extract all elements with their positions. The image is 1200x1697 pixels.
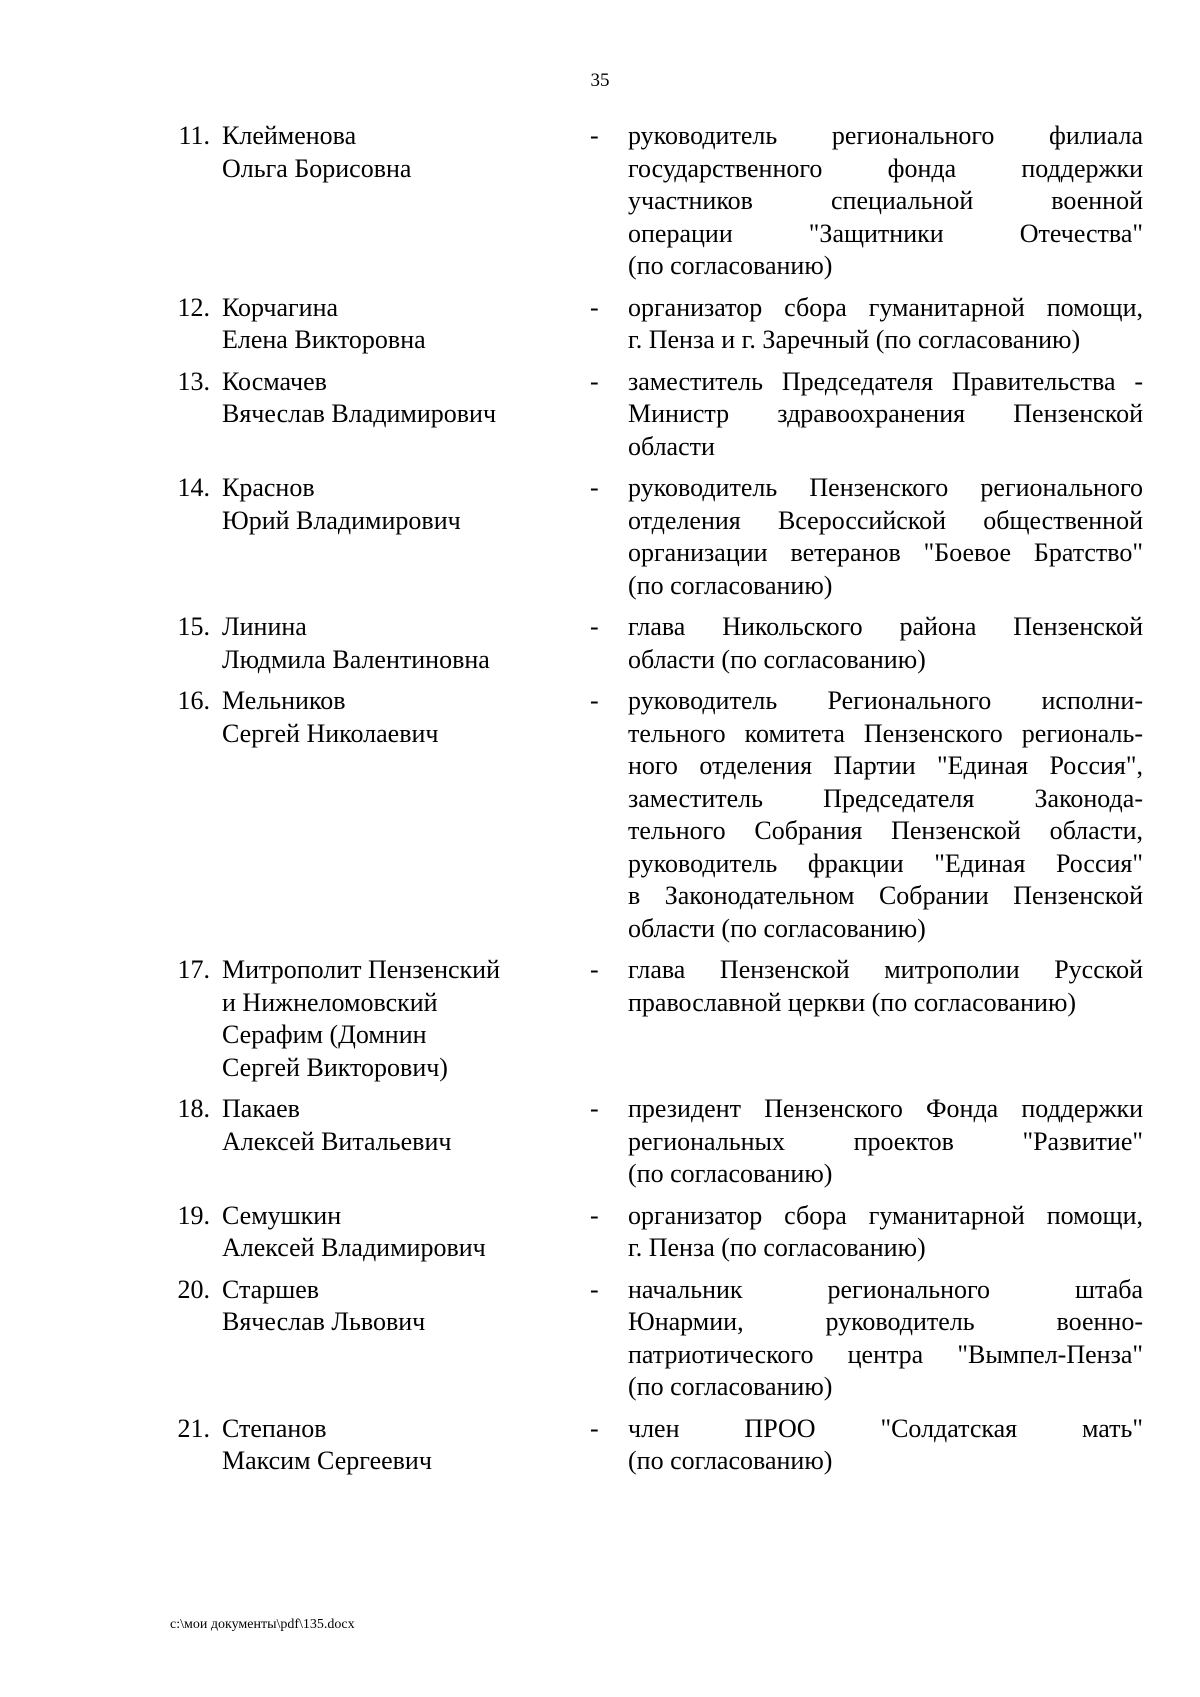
- separator-dash: -: [590, 612, 599, 641]
- member-name: [222, 472, 552, 537]
- member-position-line: тельного Собрания Пензенской области,: [628, 816, 1143, 845]
- separator-dash: -: [590, 1094, 599, 1123]
- member-name-line: Мельников: [222, 686, 346, 715]
- entry-number: 17.: [177, 955, 210, 984]
- member-position-line: руководитель Пензенского регионального: [628, 473, 1143, 502]
- member-position-line: области: [628, 431, 715, 461]
- list-entry: [0, 611, 1200, 676]
- page-number: 35: [590, 70, 610, 91]
- member-name-line: Степанов: [222, 1413, 327, 1443]
- member-position-line: (по согласованию): [628, 570, 833, 600]
- member-name-line: Вячеслав Владимирович: [222, 399, 497, 428]
- member-position: [628, 685, 1143, 945]
- member-name-line: Краснов: [222, 473, 315, 502]
- separator-dash: -: [590, 1200, 599, 1230]
- member-name-line: Космачев: [222, 366, 327, 396]
- member-name-line: Елена Викторовна: [222, 325, 426, 354]
- list-entry: [0, 685, 1200, 945]
- member-name-line: Семушкин: [222, 1200, 342, 1230]
- member-name-line: Линина: [222, 612, 307, 641]
- member-name-line: Людмила Валентиновна: [222, 644, 490, 674]
- separator-dash: -: [590, 121, 599, 150]
- entry-number: 19.: [177, 1200, 210, 1230]
- member-position: [628, 1274, 1143, 1404]
- member-position: [628, 292, 1143, 357]
- member-name: [222, 1274, 552, 1339]
- member-position-line: организатор сбора гуманитарной помощи,: [628, 292, 1143, 322]
- member-position-line: области (по согласованию): [628, 913, 926, 943]
- member-position-line: (по согласованию): [628, 1372, 833, 1401]
- member-position-line: участников специальной военной: [628, 186, 1143, 215]
- separator-dash: -: [590, 366, 599, 396]
- list-entry: [0, 1200, 1200, 1265]
- member-position: [628, 472, 1143, 602]
- list-entry: [0, 1093, 1200, 1191]
- list-entry: [0, 954, 1200, 1084]
- member-position: [628, 1200, 1143, 1265]
- separator-dash: -: [590, 1274, 599, 1304]
- list-entry: [0, 120, 1200, 283]
- member-position: [628, 611, 1143, 676]
- member-position-line: области (по согласованию): [628, 644, 926, 674]
- member-position-line: (по согласованию): [628, 1159, 833, 1188]
- member-name: [222, 1093, 552, 1158]
- entry-number: 13.: [177, 366, 210, 396]
- member-name-line: Максим Сергеевич: [222, 1446, 432, 1475]
- member-position-line: начальник регионального штаба: [628, 1274, 1143, 1304]
- member-position: [628, 366, 1143, 464]
- separator-dash: -: [590, 292, 599, 322]
- member-position-line: организатор сбора гуманитарной помощи,: [628, 1200, 1143, 1230]
- member-name-line: и Нижнеломовский: [222, 987, 438, 1017]
- member-name-line: Ольга Борисовна: [222, 153, 412, 183]
- member-name-line: Сергей Николаевич: [222, 718, 439, 748]
- member-position: [628, 120, 1143, 283]
- list-entry: [0, 1274, 1200, 1404]
- entry-number: 16.: [177, 686, 210, 715]
- member-position-line: руководитель регионального филиала: [628, 121, 1143, 150]
- member-position-line: организации ветеранов "Боевое Братство": [628, 538, 1143, 567]
- member-name: [222, 954, 552, 1084]
- member-position-line: заместитель Председателя Правительства -: [628, 366, 1143, 396]
- member-name-line: Пакаев: [222, 1094, 300, 1123]
- member-position-line: в Законодательном Собрании Пензенской: [628, 881, 1143, 910]
- member-position-line: (по согласованию): [628, 1446, 833, 1475]
- entry-number: 14.: [177, 473, 210, 502]
- member-position-line: государственного фонда поддержки: [628, 153, 1143, 183]
- member-position-line: заместитель Председателя Законода-: [628, 783, 1143, 813]
- member-name: [222, 120, 552, 185]
- member-position: [628, 954, 1143, 1019]
- member-name-line: Сергей Викторович): [222, 1052, 448, 1082]
- member-position-line: член ПРОО "Солдатская мать": [628, 1413, 1143, 1443]
- member-position: [628, 1093, 1143, 1191]
- member-list: [0, 120, 1200, 1487]
- member-position-line: ного отделения Партии "Единая Россия",: [628, 751, 1143, 780]
- member-name-line: Клейменова: [222, 121, 357, 150]
- member-name-line: Серафим (Домнин: [222, 1020, 427, 1049]
- member-name-line: Корчагина: [222, 292, 339, 322]
- list-entry: [0, 472, 1200, 602]
- member-name-line: Вячеслав Львович: [222, 1307, 426, 1336]
- member-name: [222, 1413, 552, 1478]
- member-position-line: операции "Защитники Отечества": [628, 218, 1143, 248]
- entry-number: 12.: [177, 292, 210, 322]
- entry-number: 11.: [178, 121, 210, 150]
- member-position-line: патриотического центра "Вымпел-Пенза": [628, 1339, 1143, 1369]
- entry-number: 20.: [177, 1274, 210, 1304]
- entry-number: 18.: [177, 1094, 210, 1123]
- member-name-line: Алексей Витальевич: [222, 1126, 452, 1156]
- separator-dash: -: [590, 686, 599, 715]
- member-position-line: президент Пензенского Фонда поддержки: [628, 1094, 1143, 1123]
- member-position-line: Юнармии, руководитель военно-: [628, 1307, 1143, 1336]
- member-position: [628, 1413, 1143, 1478]
- list-entry: [0, 366, 1200, 464]
- member-position-line: тельного комитета Пензенского региональ-: [628, 718, 1143, 748]
- list-entry: [0, 292, 1200, 357]
- entry-number: 21.: [177, 1413, 210, 1443]
- member-position-line: православной церкви (по согласованию): [628, 987, 1077, 1017]
- member-position-line: г. Пенза и г. Заречный (по согласованию): [628, 325, 1081, 354]
- member-position-line: руководитель фракции "Единая Россия": [628, 848, 1143, 878]
- member-name: [222, 685, 552, 750]
- footer-file-path: c:\мои документы\pdf\135.docx: [170, 1617, 355, 1632]
- member-position-line: Министр здравоохранения Пензенской: [628, 399, 1143, 428]
- member-name: [222, 292, 552, 357]
- member-position-line: г. Пенза (по согласованию): [628, 1233, 926, 1262]
- member-name-line: Юрий Владимирович: [222, 505, 461, 535]
- member-name: [222, 611, 552, 676]
- separator-dash: -: [590, 1413, 599, 1443]
- member-name-line: Митрополит Пензенский: [222, 955, 500, 984]
- member-position-line: глава Никольского района Пензенской: [628, 612, 1143, 641]
- separator-dash: -: [590, 955, 599, 984]
- member-position-line: региональных проектов "Развитие": [628, 1126, 1143, 1156]
- member-name-line: Алексей Владимирович: [222, 1233, 486, 1262]
- member-position-line: руководитель Регионального исполни-: [628, 686, 1143, 715]
- entry-number: 15.: [177, 612, 210, 641]
- member-name: [222, 1200, 552, 1265]
- member-position-line: (по согласованию): [628, 251, 833, 280]
- list-entry: [0, 1413, 1200, 1478]
- member-name-line: Старшев: [222, 1274, 320, 1304]
- member-name: [222, 366, 552, 431]
- separator-dash: -: [590, 473, 599, 502]
- member-position-line: глава Пензенской митрополии Русской: [628, 955, 1143, 984]
- member-position-line: отделения Всероссийской общественной: [628, 505, 1143, 535]
